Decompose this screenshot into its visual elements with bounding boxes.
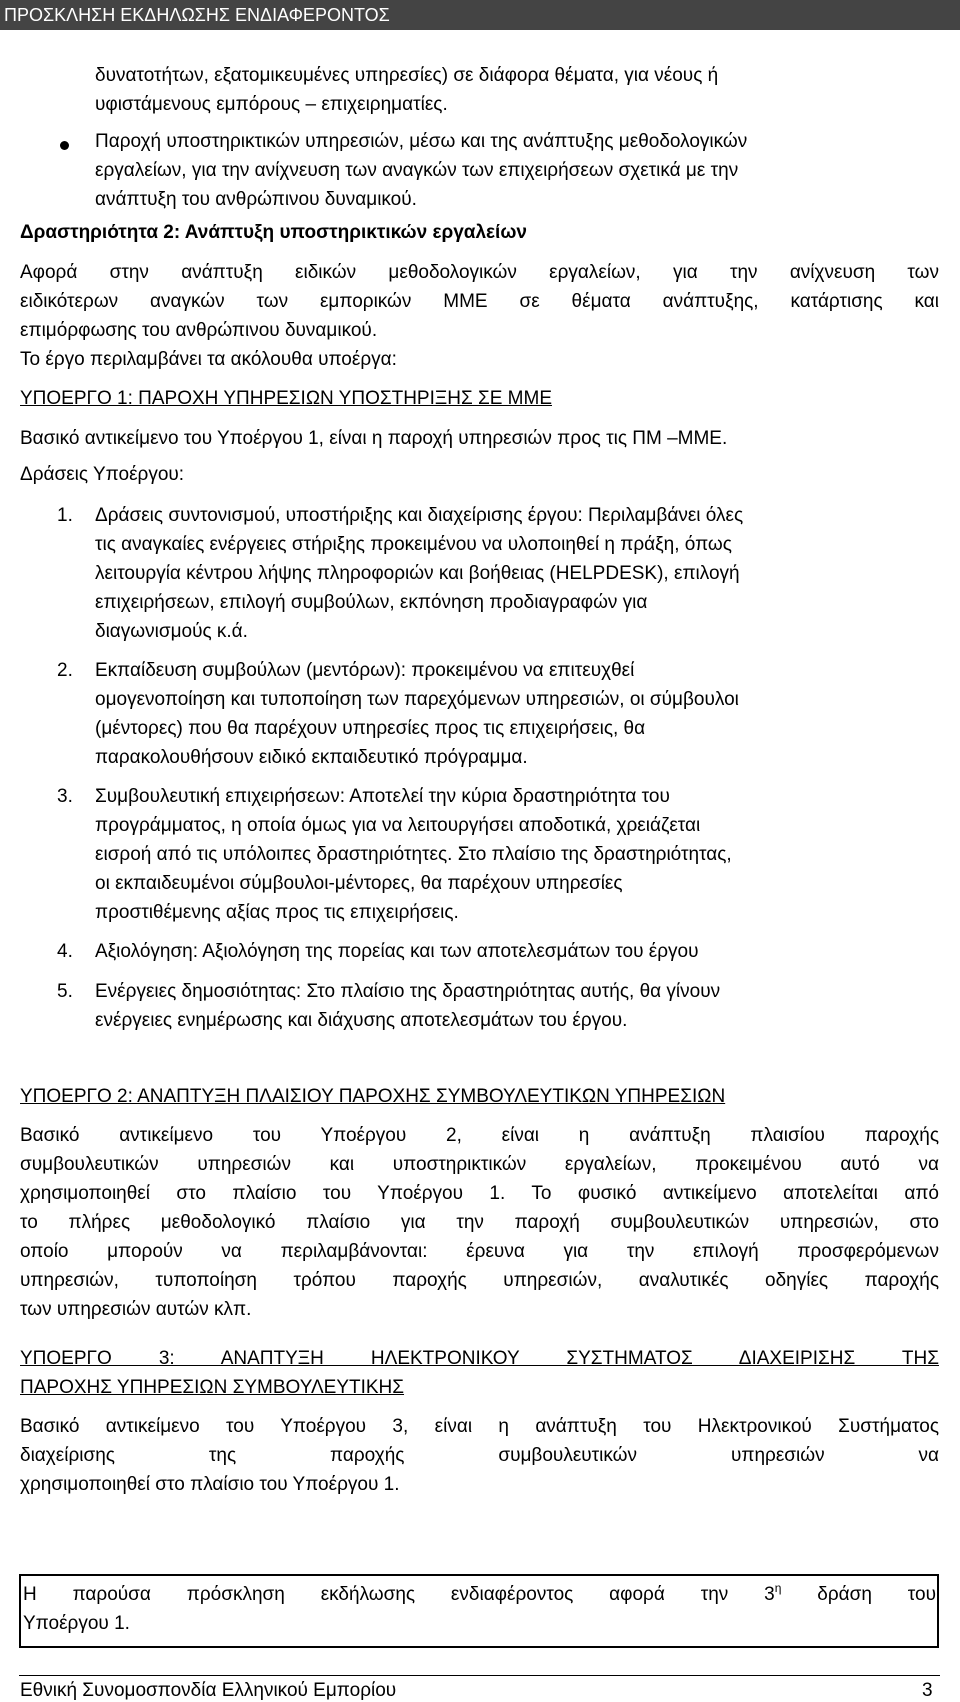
action-2-line: (μέντορες) που θα παρέχουν υπηρεσίες προς τις επιχειρήσεις, θα (95, 718, 646, 739)
action-1-line: Δράσεις συντονισμού, υποστήριξης και διαχείρισης έργου: Περιλαμβάνει όλες (95, 505, 744, 526)
action-1-line: τις αναγκαίες ενέργειες στήριξης προκειμένου να υλοποιηθεί η πράξη, όπως (95, 534, 732, 555)
footer-org: Εθνική Συνομοσπονδία Ελληνικού Εμπορίου (20, 1680, 397, 1701)
notice-main: Η παρούσα πρόσκληση εκδήλωσης ενδιαφέροντος αφορά την 3 (23, 1584, 775, 1605)
notice-line-1 (23, 1580, 936, 1609)
action-1-line: λειτουργία κέντρου λήψης πληροφοριών και βοήθειας (HELPDESK), επιλογή (95, 563, 740, 584)
action-2-line: ομογενοποίηση και τυποποίηση των παρεχόμενων υπηρεσιών, οι σύμβουλοι (95, 689, 739, 710)
subproject3-title (20, 1344, 939, 1402)
action-number: 3. (57, 786, 73, 807)
action-3-line: Συμβουλευτική επιχειρήσεων: Αποτελεί την κύρια δραστηριότητα του (95, 786, 670, 807)
text-line: Βασικό αντικείμενο του Υποέργου 2, είναι η ανάπτυξη πλαισίου παροχής (20, 1125, 939, 1146)
action-3-line: προγράμματος, η οποία όμως για να λειτουργήσει αποδοτικά, χρειάζεται (95, 815, 701, 836)
action-5-line: ενέργειες ενημέρωσης και διάχυσης αποτελεσμάτων του έργου. (95, 1010, 628, 1031)
text-line: ειδικότερων αναγκών των εμπορικών ΜΜΕ σε θέματα ανάπτυξης, κατάρτισης και (20, 291, 939, 312)
action-2-line: παρακολουθήσουν ειδικό εκπαιδευτικό πρόγραμμα. (95, 747, 528, 768)
action-3-line: εισροή από τις υπόλοιπες δραστηριότητες. Στο πλαίσιο της δραστηριότητας, (95, 844, 732, 865)
action-2-line: Εκπαίδευση συμβούλων (μεντόρων): προκειμένου να επιτευχθεί (95, 660, 635, 681)
page-header (0, 0, 960, 30)
action-1-line: διαγωνισμούς κ.ά. (95, 621, 248, 642)
text-line: χρησιμοποιηθεί στο πλαίσιο του Υποέργου 1. Το φυσικό αντικείμενο αποτελείται από (20, 1183, 939, 1204)
action-number: 1. (57, 505, 73, 526)
text-line: το πλήρες μεθοδολογικό πλαίσιο για την παροχή συμβουλευτικών υπηρεσιών, στο (20, 1212, 939, 1233)
text-line: υπηρεσιών, τυποποίηση τρόπου παροχής υπηρεσιών, αναλυτικές οδηγίες παροχής (20, 1270, 939, 1291)
action-5-line: Ενέργειες δημοσιότητας: Στο πλαίσιο της δραστηριότητας αυτής, θα γίνουν (95, 981, 721, 1002)
text-line: οποίο μπορούν να περιλαμβάνονται: έρευνα για την επιλογή προσφερόμενων (20, 1241, 939, 1262)
action-3-line: προστιθέμενης αξίας προς τις επιχειρήσεις. (95, 902, 459, 923)
text-line: διαχείρισης της παροχής συμβουλευτικών υπηρεσιών να (20, 1445, 939, 1466)
activity2-heading: Δραστηριότητα 2: Ανάπτυξη υποστηρικτικών εργαλείων (20, 222, 527, 243)
text-line: χρησιμοποιηθεί στο πλαίσιο του Υποέργου 1. (20, 1474, 400, 1495)
bullet-line-1: Παροχή υποστηρικτικών υπηρεσιών, μέσω και της ανάπτυξης μεθοδολογικών (95, 131, 748, 152)
action-number: 4. (57, 941, 73, 962)
text-line: Βασικό αντικείμενο του Υποέργου 3, είναι η ανάπτυξη του Ηλεκτρονικού Συστήματος (20, 1416, 939, 1437)
subprojects-intro: Το έργο περιλαμβάνει τα ακόλουθα υποέργα: (20, 349, 397, 370)
subproject3-paragraph (20, 1412, 939, 1499)
header-title: ΠΡΟΣΚΛΗΣΗ ΕΚΔΗΛΩΣΗΣ ΕΝΔΙΑΦΕΡΟΝΤΟΣ (4, 5, 390, 25)
bullet-line-2: εργαλείων, για την ανίχνευση των αναγκών των επιχειρήσεων σχετικά με την (95, 160, 739, 181)
text-line: επιμόρφωσης του ανθρώπινου δυναμικού. (20, 320, 378, 341)
action-1-line: επιχειρήσεων, επιλογή συμβούλων, εκπόνηση προδιαγραφών για (95, 592, 648, 613)
notice-line-2: Υποέργου 1. (23, 1613, 130, 1634)
action-4-line: Αξιολόγηση: Αξιολόγηση της πορείας και των αποτελεσμάτων του έργου (95, 941, 699, 962)
notice-text (23, 1580, 936, 1638)
notice-end: δράση του (781, 1584, 936, 1605)
text-line: των υπηρεσιών αυτών κλπ. (20, 1299, 252, 1320)
title-line: ΠΑΡΟΧΗΣ ΥΠΗΡΕΣΙΩΝ ΣΥΜΒΟΥΛΕΥΤΙΚΗΣ (20, 1377, 405, 1398)
text-line: Αφορά στην ανάπτυξη ειδικών μεθοδολογικών εργαλείων, για την ανίχνευση των (20, 262, 939, 283)
action-number: 2. (57, 660, 73, 681)
actions-label: Δράσεις Υποέργου: (20, 464, 185, 485)
subproject2-title: ΥΠΟΕΡΓΟ 2: ΑΝΑΠΤΥΞΗ ΠΛΑΙΣΙΟΥ ΠΑΡΟΧΗΣ ΣΥΜΒΟΥΛΕΥΤΙΚΩΝ ΥΠΗΡΕΣΙΩΝ (20, 1086, 726, 1107)
intro-line-1: δυνατοτήτων, εξατομικευμένες υπηρεσίες) σε διάφορα θέματα, για νέους ή (95, 65, 719, 86)
title-line: ΥΠΟΕΡΓΟ 3: ΑΝΑΠΤΥΞΗ ΗΛΕΚΤΡΟΝΙΚΟΥ ΣΥΣΤΗΜΑΤΟΣ ΔΙΑΧΕΙΡΙΣΗΣ ΤΗΣ (20, 1348, 939, 1369)
bullet-line-3: ανάπτυξη του ανθρώπινου δυναμικού. (95, 189, 417, 210)
footer-rule (19, 1675, 940, 1676)
subproject1-objective: Βασικό αντικείμενο του Υποέργου 1, είναι η παροχή υπηρεσιών προς τις ΠΜ –ΜΜΕ. (20, 428, 728, 449)
page-number: 3 (922, 1680, 933, 1701)
activity2-paragraph (20, 258, 939, 345)
notice-superscript: η (774, 1581, 782, 1595)
action-number: 5. (57, 981, 73, 1002)
subproject2-paragraph (20, 1121, 939, 1324)
text-line: συμβουλευτικών υπηρεσιών και υποστηρικτικών εργαλείων, προκειμένου αυτό να (20, 1154, 939, 1175)
action-3-line: οι εκπαιδευμένοι σύμβουλοι-μέντορες, θα παρέχουν υπηρεσίες (95, 873, 623, 894)
bullet-dot (60, 141, 69, 150)
subproject1-title: ΥΠΟΕΡΓΟ 1: ΠΑΡΟΧΗ ΥΠΗΡΕΣΙΩΝ ΥΠΟΣΤΗΡΙΞΗΣ ΣΕ ΜΜΕ (20, 388, 552, 409)
intro-line-2: υφιστάμενους εμπόρους – επιχειρηματίες. (95, 94, 448, 115)
